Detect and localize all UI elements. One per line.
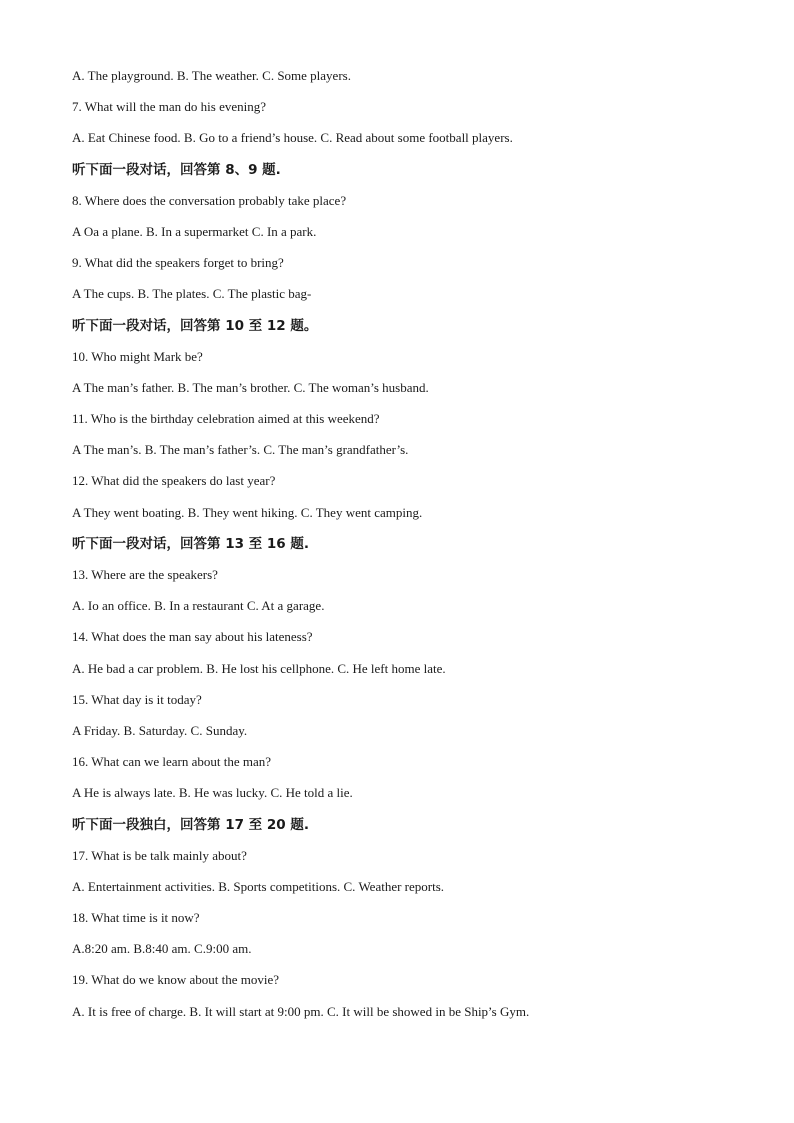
question-line: 13. Where are the speakers? (72, 567, 218, 582)
options-line: A. It is free of charge. B. It will start at 9:00 pm. C. It will be showed in be Ship’s Gym. (72, 1003, 530, 1019)
exam-page (72, 63, 752, 1030)
options-line: A Friday. B. Saturday. C. Sunday. (72, 722, 248, 738)
question-line: 15. What day is it today? (72, 691, 202, 707)
options-line: A The man’s father. B. The man’s brother. C. The woman’s husband. (72, 379, 429, 395)
question-line: 7. What will the man do his evening? (72, 99, 266, 115)
options-line: A.8:20 am. B.8:40 am. C.9:00 am. (72, 941, 252, 957)
question-line: 14. What does the man say about his lateness? (72, 629, 313, 645)
section-heading: 听下面一段独白，回答第 17 至 20 题. (72, 816, 310, 833)
question-line: 10. Who might Mark be? (72, 348, 203, 364)
options-line: A The cups. B. The plates. C. The plastic bag- (72, 286, 312, 302)
question-line: 19. What do we know about the movie? (72, 972, 279, 988)
options-line: A They went boating. B. They went hiking. C. They went camping. (72, 504, 423, 520)
options-line: A. Entertainment activities. B. Sports competitions. C. Weather reports. (72, 878, 445, 894)
options-line: A The man’s. B. The man’s father’s. C. The man’s grandfather’s. (72, 442, 409, 458)
question-line: 8. Where does the conversation probably take place? (72, 192, 347, 208)
options-line: A He is always late. B. He was lucky. C. He told a lie. (72, 785, 353, 801)
question-line: 9. What did the speakers forget to bring? (72, 255, 284, 271)
question-line: 11. Who is the birthday celebration aimed at this weekend? (72, 411, 380, 427)
options-line: A. He bad a car problem. B. He lost his cellphone. C. He left home late. (72, 660, 446, 676)
question-line: 17. What is be talk mainly about? (72, 847, 247, 863)
options-line: A. The playground. B. The weather. C. Some players. (72, 68, 351, 83)
options-line: A Oa a plane. B. In a supermarket C. In a park. (72, 223, 317, 239)
question-line: 16. What can we learn about the man? (72, 754, 272, 770)
question-line: 12. What did the speakers do last year? (72, 473, 276, 489)
question-line: 18. What time is it now? (72, 910, 200, 926)
options-line: A. Eat Chinese food. B. Go to a friend’s house. C. Read about some football players. (72, 130, 513, 146)
options-line: A. Io an office. B. In a restaurant C. At a garage. (72, 598, 325, 614)
section-heading: 听下面一段对话，回答第 8、9 题. (72, 161, 281, 178)
section-heading: 听下面一段对话，回答第 10 至 12 题。 (72, 317, 318, 334)
section-heading: 听下面一段对话，回答第 13 至 16 题. (72, 535, 310, 552)
